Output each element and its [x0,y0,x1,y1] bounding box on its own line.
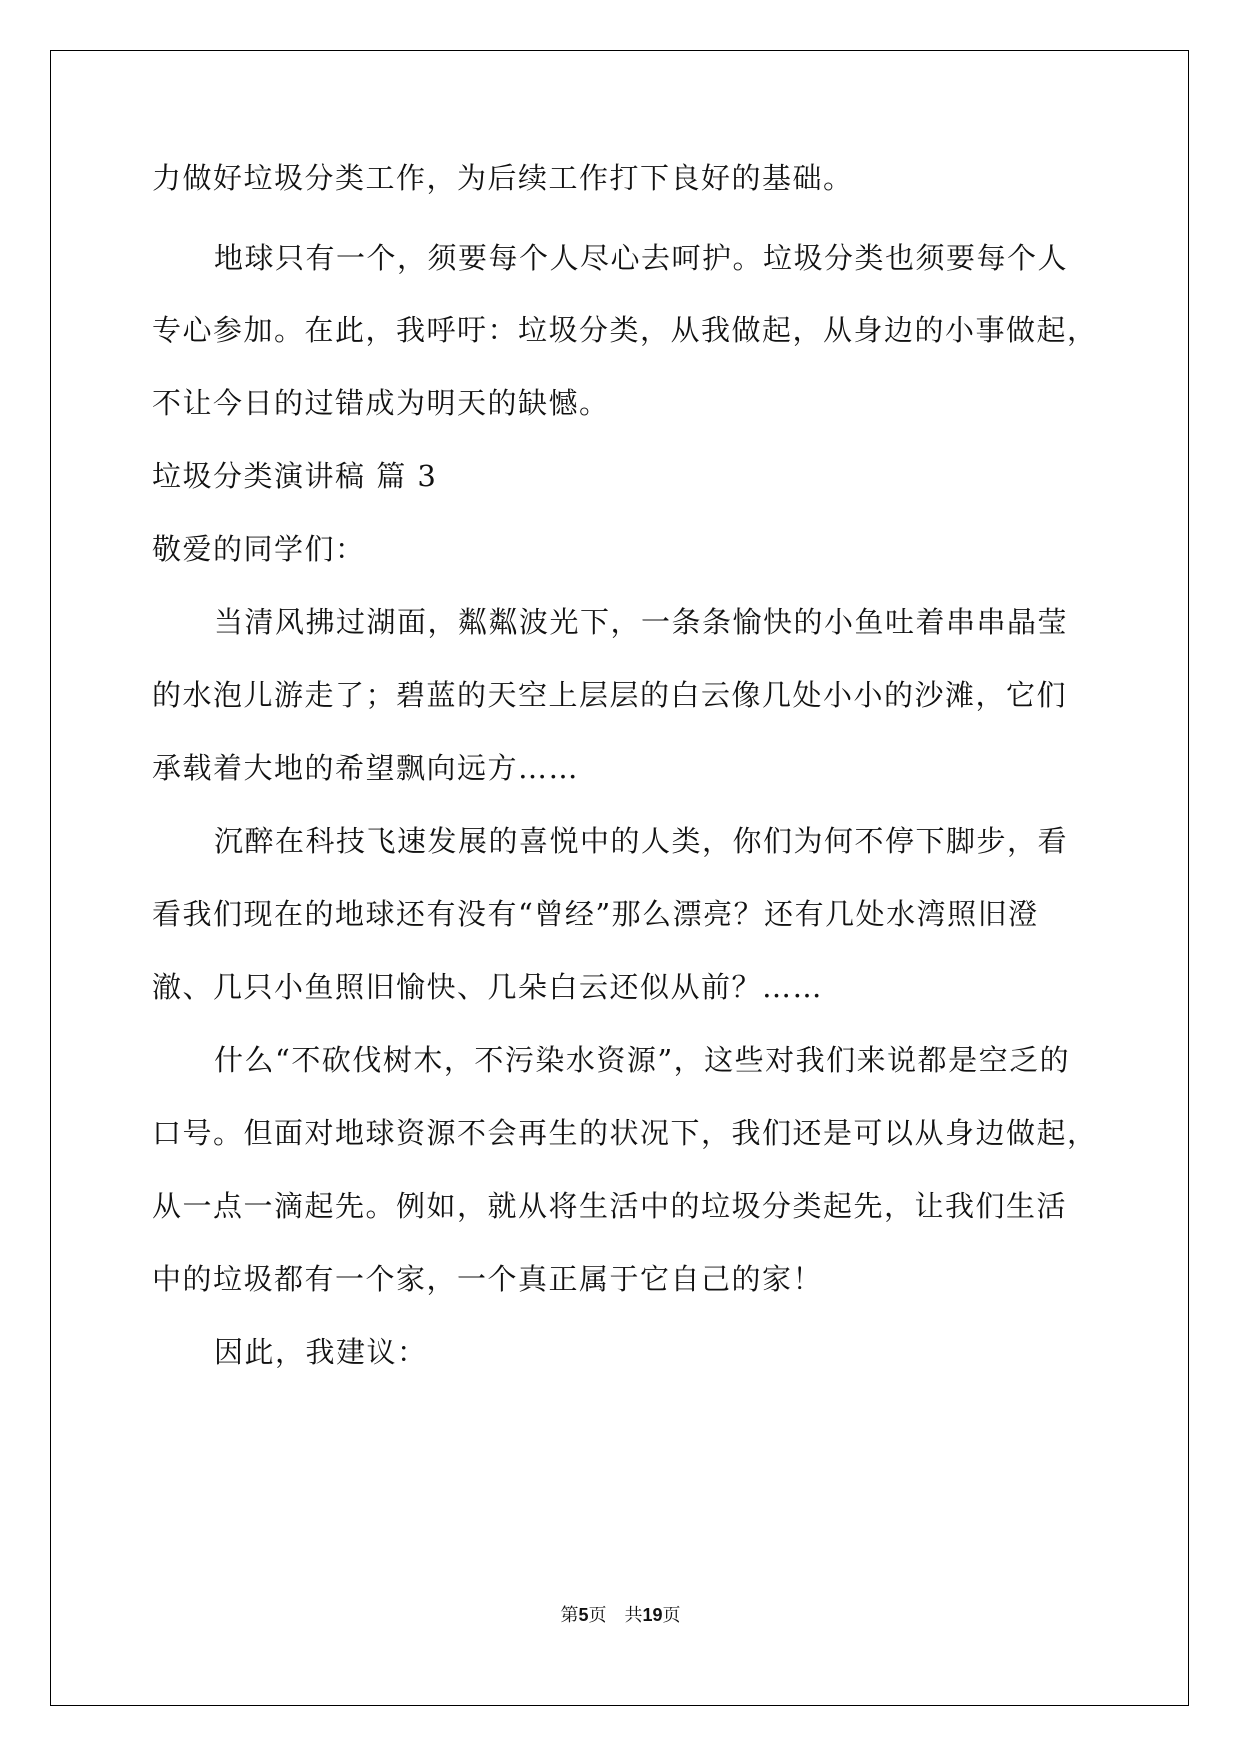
text-line: 看我们现在的地球还有没有“曾经”那么漂亮？还有几处水湾照旧澄 [152,897,1039,931]
salutation: 敬爱的同学们： [152,532,366,566]
page-footer [0,1603,1241,1628]
page-number: 5 [578,1605,589,1625]
paragraph-line: 地球只有一个，须要每个人尽心去呵护。垃圾分类也须要每个人 [214,241,1069,275]
section-heading: 垃圾分类演讲稿 篇 3 [152,459,438,493]
paragraph-line: 当清风拂过湖面，粼粼波光下，一条条愉快的小鱼吐着串串晶莹 [214,605,1069,639]
text-line: 承载着大地的希望飘向远方…… [152,751,580,785]
text-line: 的水泡儿游走了；碧蓝的天空上层层的白云像几处小小的沙滩，它们 [152,678,1068,712]
page-prefix: 第 [560,1605,579,1626]
text-line: 中的垃圾都有一个家，一个真正属于它自己的家！ [152,1262,824,1296]
text-line: 专心参加。在此，我呼吁：垃圾分类，从我做起，从身边的小事做起， [152,313,1098,347]
text-line: 口号。但面对地球资源不会再生的状况下，我们还是可以从身边做起， [152,1116,1098,1150]
text-line: 不让今日的过错成为明天的缺憾。 [152,386,610,420]
paragraph-line: 因此，我建议： [214,1335,428,1369]
text-line: 澈、几只小鱼照旧愉快、几朵白云还似从前？…… [152,970,824,1004]
paragraph-line: 沉醉在科技飞速发展的喜悦中的人类，你们为何不停下脚步，看 [214,824,1069,858]
page-border [50,50,1189,1706]
paragraph-line: 什么“不砍伐树木，不污染水资源”，这些对我们来说都是空乏的 [214,1043,1071,1077]
total-suffix: 页 [662,1605,681,1626]
text-line: 力做好垃圾分类工作，为后续工作打下良好的基础。 [152,161,854,195]
text-line: 从一点一滴起先。例如，就从将生活中的垃圾分类起先，让我们生活 [152,1189,1068,1223]
page-suffix: 页 [588,1605,607,1626]
total-pages: 19 [642,1605,663,1625]
total-prefix: 共 [624,1605,643,1626]
